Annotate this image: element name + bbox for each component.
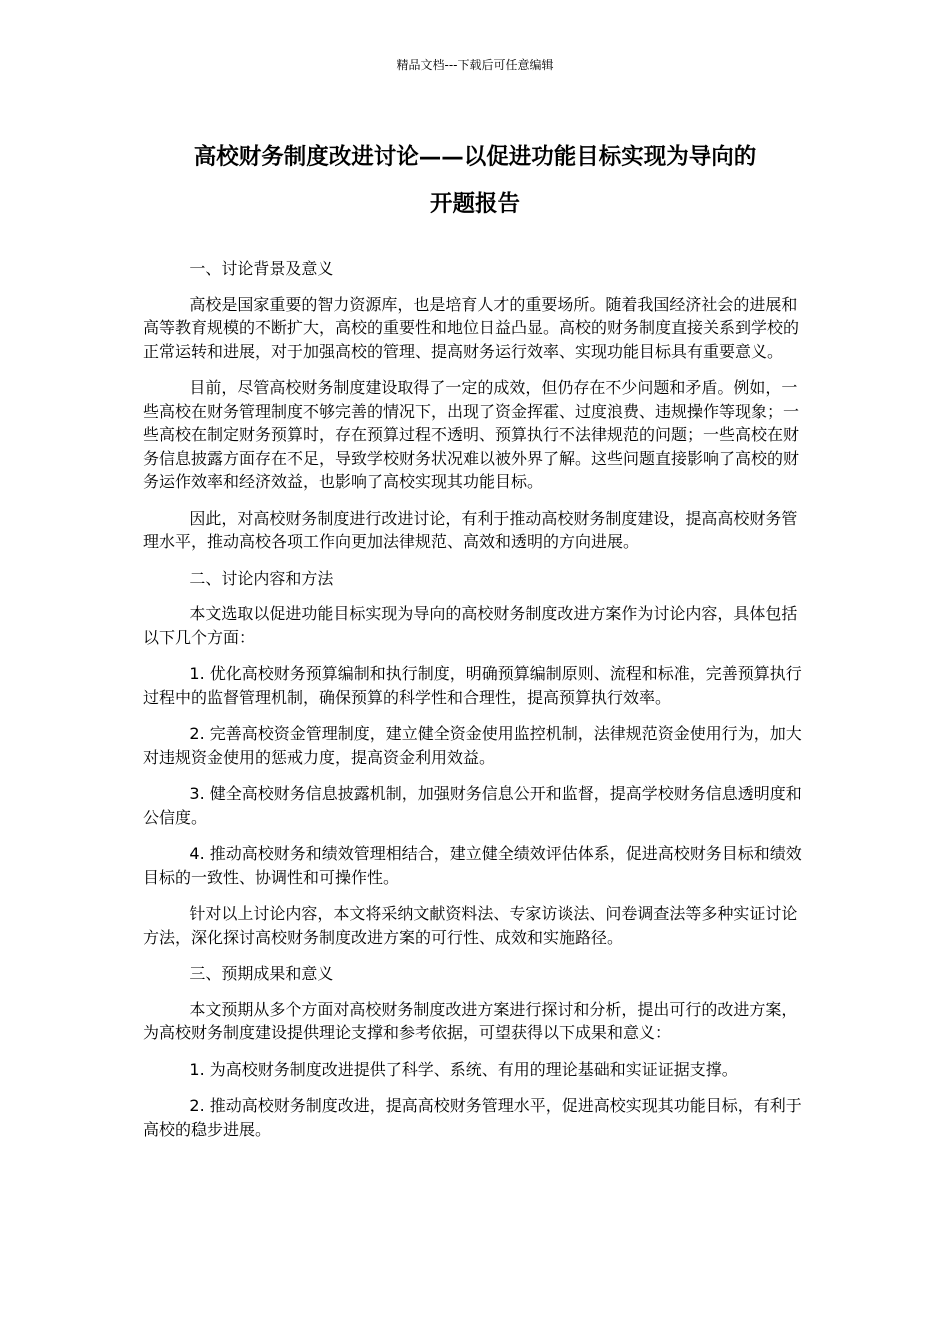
list-item: 2. 完善高校资金管理制度，建立健全资金使用监控机制，法律规范资金使用行为，加大对违规资金使用的惩戒力度，提高资金利用效益。 (143, 724, 802, 767)
title-line-1: 高校财务制度改进讨论——以促进功能目标实现为导向的 (193, 144, 757, 170)
document-body (143, 257, 807, 1154)
list-item: 1. 为高校财务制度改进提供了科学、系统、有用的理论基础和实证证据支撑。 (189, 1059, 738, 1079)
paragraph: 目前，尽管高校财务制度建设取得了一定的成效，但仍存在不少问题和矛盾。例如，一些高校在财务管理制度不够完善的情况下，出现了资金挥霍、过度浪费、违规操作等现象；一些高校在制定财务预算时，存在预算过程不透明、预算执行不法律规范的问题；一些高校在财务信息披露方面存在不足，导致学校财务状况难以被外界了解。这些问题直接影响了高校的财务运作效率和经济效益，也影响了高校实现其功能目标。 (143, 378, 800, 491)
section-heading-expected-results: 三、预期成果和意义 (189, 964, 334, 983)
list-item: 4. 推动高校财务和绩效管理相结合，建立健全绩效评估体系，促进高校财务目标和绩效目标的一致性、协调性和可操作性。 (143, 844, 802, 887)
paragraph: 高校是国家重要的智力资源库，也是培育人才的重要场所。随着我国经济社会的进展和高等教育规模的不断扩大，高校的重要性和地位日益凸显。高校的财务制度直接关系到学校的正常运转和进展，对于加强高校的管理、提高财务运行效率、实现功能目标具有重要意义。 (143, 294, 800, 361)
list-item: 2. 推动高校财务制度改进，提高高校财务管理水平，促进高校实现其功能目标，有利于高校的稳步进展。 (143, 1096, 802, 1139)
paragraph: 本文选取以促进功能目标实现为导向的高校财务制度改进方案作为讨论内容，具体包括以下几个方面： (143, 604, 798, 647)
title-line-2: 开题报告 (429, 191, 520, 217)
paragraph: 针对以上讨论内容，本文将采纳文献资料法、专家访谈法、问卷调查法等多种实证讨论方法，深化探讨高校财务制度改进方案的可行性、成效和实施路径。 (143, 904, 798, 947)
document-title (140, 134, 810, 228)
paragraph: 本文预期从多个方面对高校财务制度改进方案进行探讨和分析，提出可行的改进方案，为高校财务制度建设提供理论支撑和参考依据，可望获得以下成果和意义： (143, 999, 798, 1042)
section-heading-background: 一、讨论背景及意义 (189, 259, 334, 278)
page-header-note: 精品文档---下载后可任意编辑 (396, 58, 554, 72)
list-item: 1. 优化高校财务预算编制和执行制度，明确预算编制原则、流程和标准，完善预算执行过程中的监督管理机制，确保预算的科学性和合理性，提高预算执行效率。 (143, 664, 802, 707)
paragraph: 因此，对高校财务制度进行改进讨论，有利于推动高校财务制度建设，提高高校财务管理水平，推动高校各项工作向更加法律规范、高效和透明的方向进展。 (143, 508, 798, 551)
list-item: 3. 健全高校财务信息披露机制，加强财务信息公开和监督，提高学校财务信息透明度和公信度。 (143, 784, 802, 827)
section-heading-content-methods: 二、讨论内容和方法 (189, 568, 334, 588)
